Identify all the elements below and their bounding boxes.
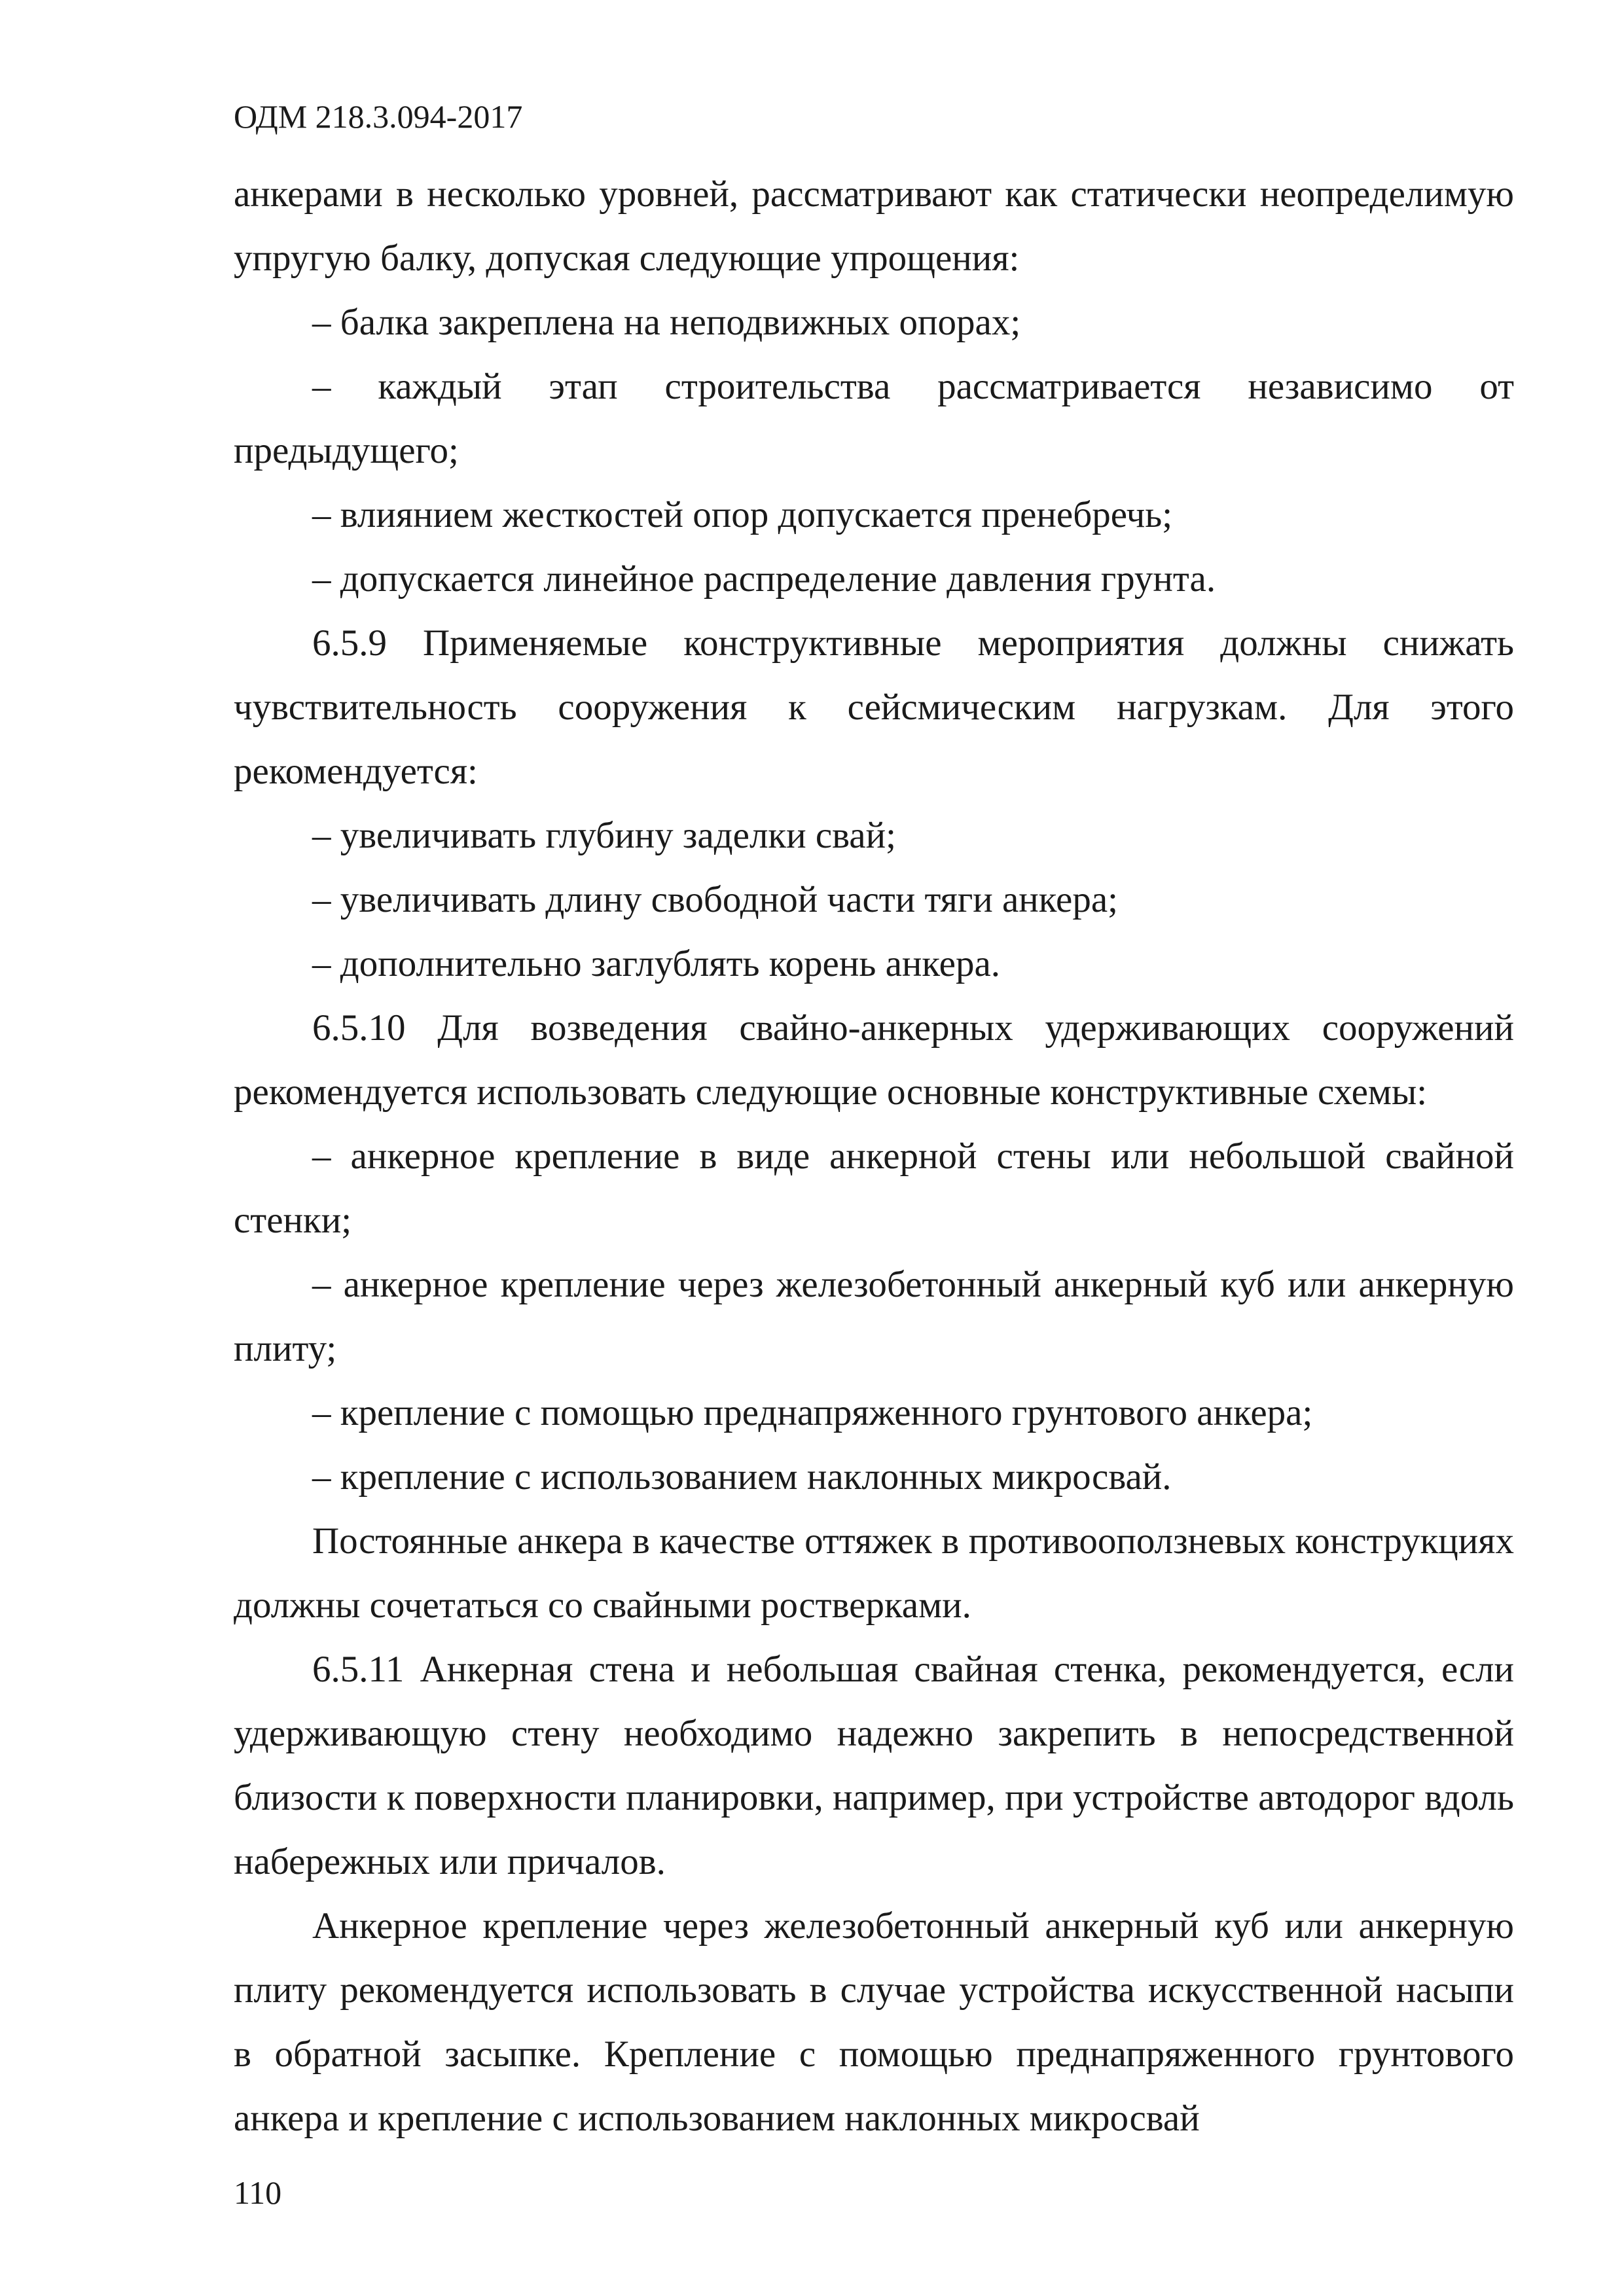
list-item: – увеличивать глубину заделки свай; bbox=[312, 815, 896, 856]
page-number: 110 bbox=[234, 2174, 282, 2211]
paragraph: анкерами в несколько уровней, рассматривают как статически неопределимую упругую балку, допуская следующие упрощения: bbox=[234, 173, 1514, 279]
list-item: – дополнительно заглублять корень анкера. bbox=[312, 943, 1001, 984]
paragraph: Постоянные анкера в качестве оттяжек в противооползневых конструкциях должны сочетаться со свайными ростверками. bbox=[234, 1520, 1514, 1626]
document-body bbox=[234, 162, 1514, 2151]
section-6-5-10: 6.5.10 Для возведения свайно-анкерных удерживающих сооружений рекомендуется использовать следующие основные конструктивные схемы: bbox=[234, 1007, 1514, 1113]
document-header: ОДМ 218.3.094-2017 bbox=[234, 98, 523, 135]
list-item: – допускается линейное распределение давления грунта. bbox=[312, 558, 1216, 600]
list-item: – анкерное крепление в виде анкерной стены или небольшой свайной стенки; bbox=[234, 1136, 1514, 1241]
list-item: – крепление с использованием наклонных микросвай. bbox=[312, 1456, 1172, 1498]
list-item: – анкерное крепление через железобетонный анкерный куб или анкерную плиту; bbox=[234, 1264, 1514, 1369]
section-6-5-11: 6.5.11 Анкерная стена и небольшая свайная стенка, рекомендуется, если удерживающую стену необходимо надежно закрепить в непосредственной близости к поверхности планировки, например, при устройстве автодорог вдоль набережных или причалов. bbox=[234, 1649, 1514, 1882]
list-item: – крепление с помощью преднапряженного грунтового анкера; bbox=[312, 1392, 1313, 1433]
list-item: – влиянием жесткостей опор допускается пренебречь; bbox=[312, 494, 1173, 535]
list-item: – увеличивать длину свободной части тяги анкера; bbox=[312, 879, 1118, 920]
list-item: – балка закреплена на неподвижных опорах; bbox=[312, 302, 1021, 343]
list-item: – каждый этап строительства рассматривается независимо от предыдущего; bbox=[234, 366, 1514, 471]
section-6-5-9: 6.5.9 Применяемые конструктивные мероприятия должны снижать чувствительность сооружения к сейсмическим нагрузкам. Для этого рекомендуется: bbox=[234, 622, 1514, 792]
paragraph: Анкерное крепление через железобетонный анкерный куб или анкерную плиту рекомендуется использовать в случае устройства искусственной насыпи в обратной засыпке. Крепление с помощью преднапряженного грунтового анкера и крепление с использованием наклонных микросвай bbox=[234, 1905, 1514, 2139]
